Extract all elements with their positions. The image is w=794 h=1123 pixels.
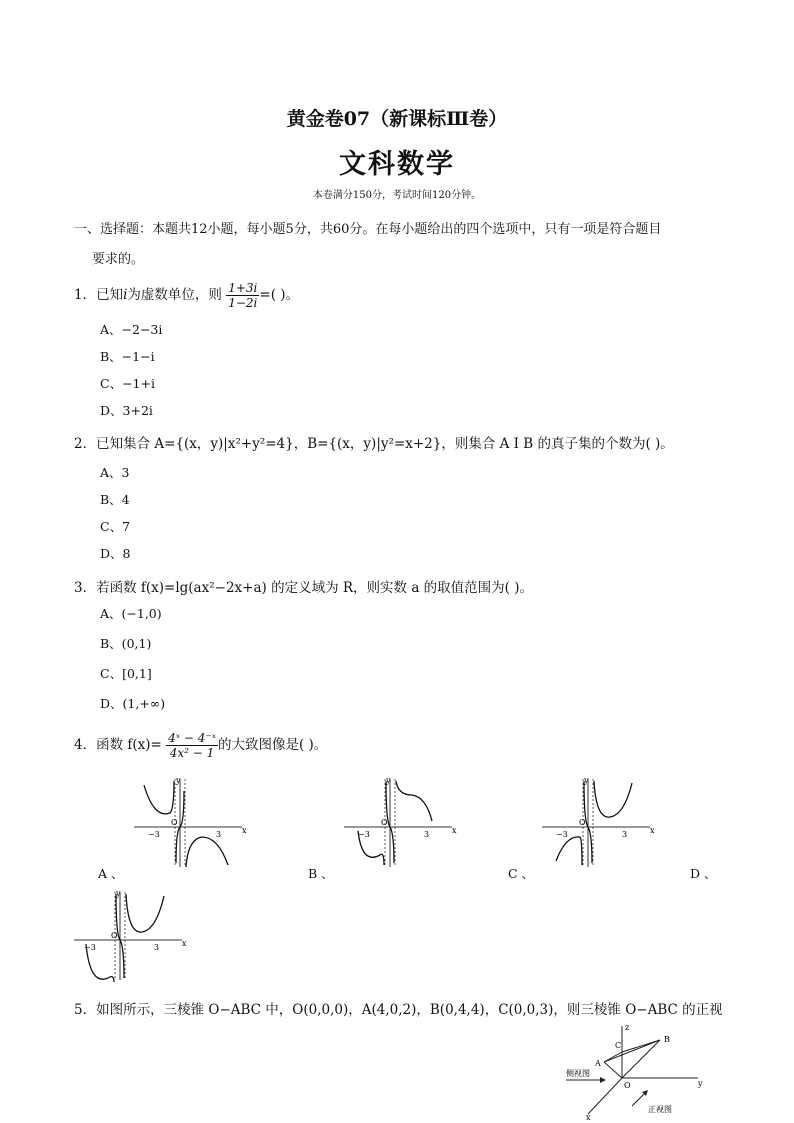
graph-d xyxy=(70,888,190,988)
q5-label-z: z xyxy=(625,1023,630,1032)
graph-a-x-label: x xyxy=(242,826,247,835)
graph-c-neg3: −3 xyxy=(556,830,568,839)
q5-label-b: B xyxy=(664,1035,670,1044)
question-4-prefix: 4．函数 f(x)= xyxy=(74,737,162,753)
q3-option-b: B、(0,1) xyxy=(100,636,152,651)
graph-a-neg3: −3 xyxy=(148,830,160,839)
question-3: 3．若函数 f(x)=lg(ax²−2x+a) 的定义域为 R，则实数 a 的取值范围为( )。 xyxy=(74,580,533,596)
question-1-var: i xyxy=(123,287,128,303)
section-heading-line2: 要求的。 xyxy=(92,252,145,267)
q1-option-c: C、−1+i xyxy=(100,376,155,391)
graph-b-pos3: 3 xyxy=(424,830,430,839)
graph-a-y-label: y xyxy=(176,776,181,785)
q1-option-a: A、−2−3i xyxy=(100,322,163,337)
q5-label-a: A xyxy=(595,1059,601,1068)
q4-option-d-label: D 、 xyxy=(690,866,717,881)
graph-d-y-label: y xyxy=(116,889,121,898)
question-1-prefix: 1．已知 xyxy=(74,287,124,303)
question-1-numerator: 1+3i xyxy=(228,281,258,295)
question-5: 5．如图所示，三棱锥 O−ABC 中，O(0,0,0)，A(4,0,2)，B(0,4,4)，C(0,0,3)，则三棱锥 O−ABC 的正视 xyxy=(74,1002,723,1018)
graph-a-origin: O xyxy=(171,818,178,827)
exam-subject: 文科数学 xyxy=(339,149,455,180)
question-1-suffix: =( )。 xyxy=(259,287,300,303)
exam-title: 黄金卷07（新课标Ⅲ卷） xyxy=(286,108,508,130)
question-1-fraction xyxy=(226,281,259,310)
graph-c-origin: O xyxy=(579,818,586,827)
graph-c xyxy=(538,775,658,875)
graph-d-origin: O xyxy=(111,931,118,940)
question-4-numerator: 4ˣ − 4⁻ˣ xyxy=(168,731,216,745)
graph-c-y-label: y xyxy=(584,776,589,785)
q5-label-front-view: 正视图 xyxy=(648,1105,672,1114)
graph-b-x-label: x xyxy=(452,826,457,835)
question-1 xyxy=(74,281,299,310)
question-4-denominator: 4x² − 1 xyxy=(169,746,215,760)
graph-a xyxy=(130,775,250,875)
q1-option-b: B、−1−i xyxy=(100,349,155,364)
q5-figure xyxy=(560,1022,710,1120)
question-1-mid: 为虚数单位，则 xyxy=(127,287,222,303)
graph-c-pos3: 3 xyxy=(622,830,628,839)
q5-label-side-view: 侧视图 xyxy=(566,1069,590,1078)
question-4-fraction xyxy=(166,731,218,760)
graph-b xyxy=(340,775,460,875)
question-4 xyxy=(74,731,327,760)
q4-option-b-label: B 、 xyxy=(308,866,334,881)
graph-d-x-label: x xyxy=(182,939,187,948)
q2-option-b: B、4 xyxy=(100,492,130,507)
question-4-suffix: 的大致图像是( )。 xyxy=(217,737,328,753)
graph-b-neg3: −3 xyxy=(358,830,370,839)
graph-b-y-label: y xyxy=(386,776,391,785)
q3-option-a: A、(−1,0) xyxy=(100,606,162,621)
q4-option-c-label: C 、 xyxy=(508,866,535,881)
graph-c-x-label: x xyxy=(650,826,655,835)
q5-label-x: x xyxy=(586,1113,591,1120)
graph-a-pos3: 3 xyxy=(216,830,222,839)
graph-d-pos3: 3 xyxy=(154,943,160,952)
q2-option-d: D、8 xyxy=(100,546,131,561)
q5-label-o: O xyxy=(624,1081,631,1090)
q4-option-a-label: A 、 xyxy=(98,866,124,881)
q2-option-a: A、3 xyxy=(100,465,130,480)
q2-option-c: C、7 xyxy=(100,519,131,534)
question-2: 2．已知集合 A={(x，y)|x²+y²=4}，B={(x，y)|y²=x+2}，则集合 A I B 的真子集的个数为( )。 xyxy=(74,436,674,452)
exam-note: 本卷满分150分，考试时间120分钟。 xyxy=(312,190,482,201)
q5-label-y: y xyxy=(698,1079,703,1088)
q1-option-d: D、3+2i xyxy=(100,403,153,418)
q5-label-c: C xyxy=(615,1041,622,1050)
section-heading-line1: 一、选择题：本题共12小题，每小题5分，共60分。在每小题给出的四个选项中，只有一项是符合题目 xyxy=(74,222,662,237)
graph-d-neg3: −3 xyxy=(84,943,96,952)
graph-b-origin: O xyxy=(381,818,388,827)
q3-option-d: D、(1,+∞) xyxy=(100,696,166,711)
q3-option-c: C、[0,1] xyxy=(100,666,152,681)
question-1-denominator: 1−2i xyxy=(228,296,258,310)
